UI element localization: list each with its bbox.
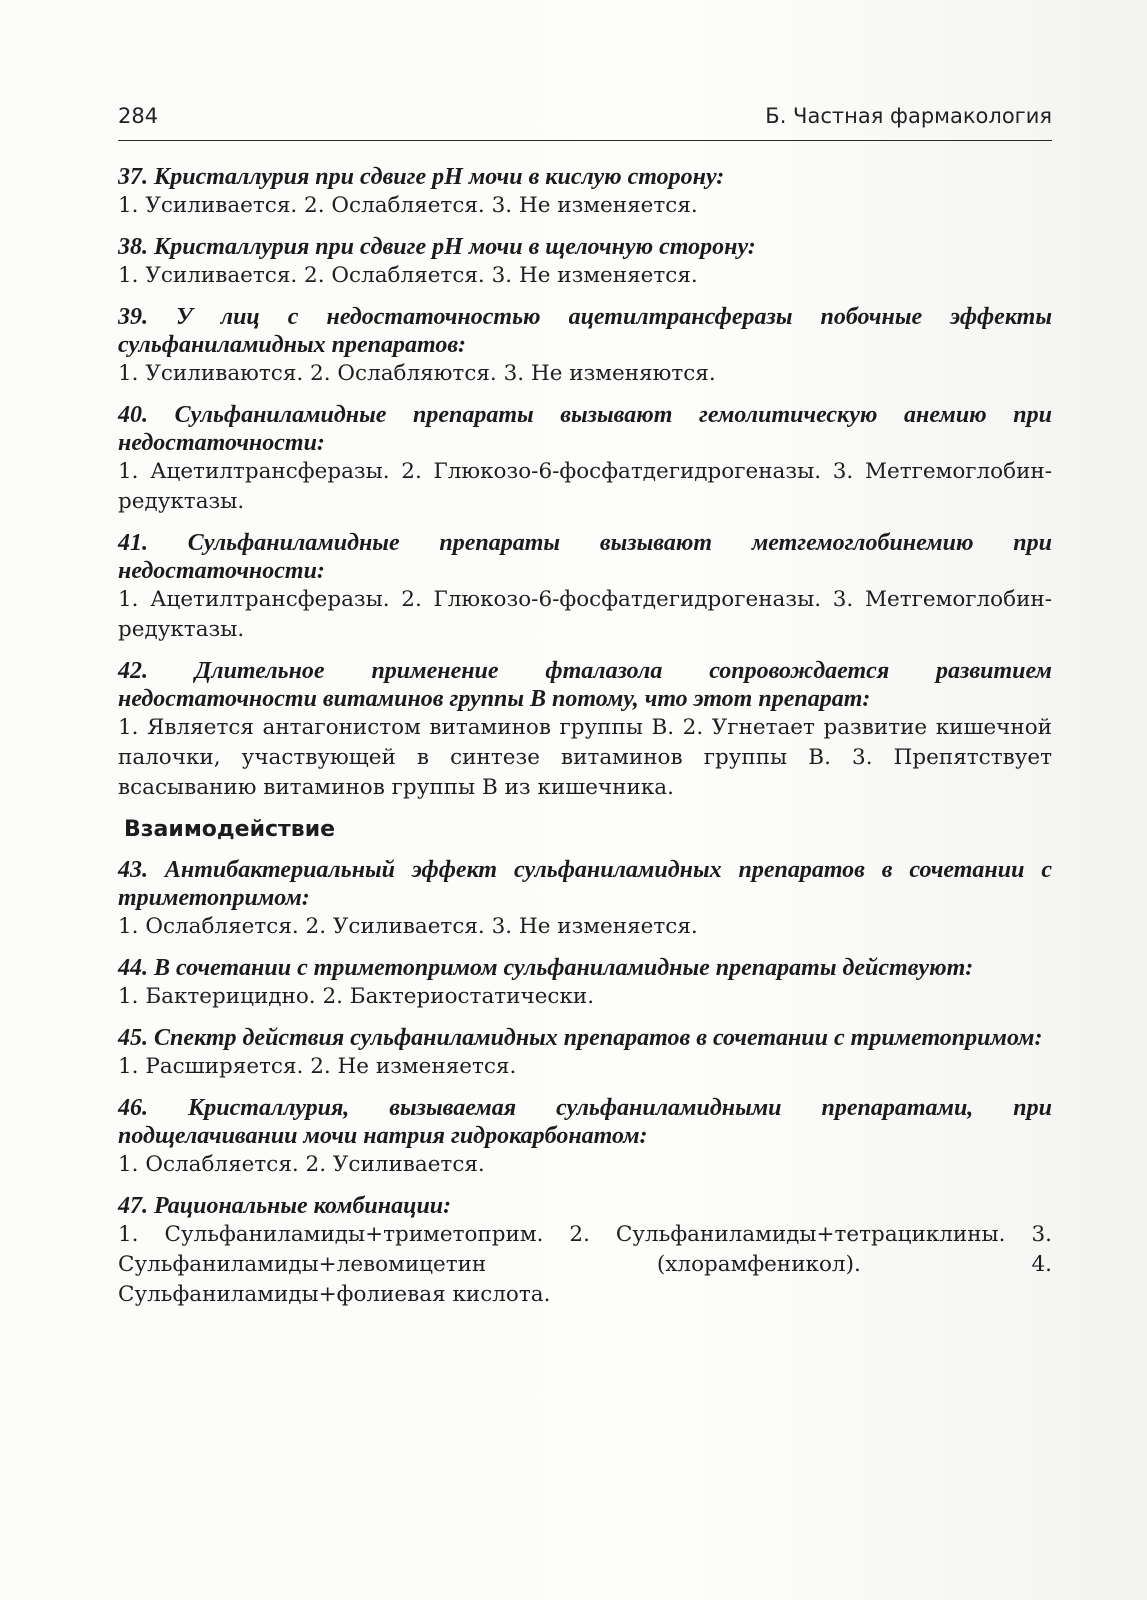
question-text: 40. Сульфаниламидные препараты вызывают гемолитическую анемию при недостаточности: [118, 402, 1052, 456]
question-text: 38. Кристаллурия при сдвиге рН мочи в щелочную сторону: [118, 234, 756, 260]
question-text: 47. Рациональные комбинации: [118, 1193, 452, 1219]
answer-options: 1. Бактерицидно. 2. Бактериостатически. [118, 984, 595, 1009]
question-item-45 [118, 1024, 1052, 1082]
question-text: 42. Длительное применение фталазола сопровождается развитием недостаточности витаминов группы В потому, что этот препарат: [118, 658, 1052, 712]
question-item-40 [118, 401, 1052, 517]
question-item-38 [118, 233, 1052, 291]
question-item-41 [118, 529, 1052, 645]
running-title: Б. Частная фармакология [765, 104, 1052, 128]
answer-options: 1. Усиливаются. 2. Ослабляются. 3. Не изменяются. [118, 361, 716, 386]
answer-options: 1. Ацетилтрансферазы. 2. Глюкозо-6-фосфатдегидрогеназы. 3. Метгемоглобин-редуктазы. [118, 459, 1052, 514]
answer-options: 1. Ослабляется. 2. Усиливается. [118, 1152, 485, 1177]
question-item-42 [118, 657, 1052, 803]
question-text: 43. Антибактериальный эффект сульфаниламидных препаратов в сочетании с триметопримом: [118, 857, 1052, 911]
question-text: 46. Кристаллурия, вызываемая сульфаниламидными препаратами, при подщелачивании мочи натрия гидрокарбонатом: [118, 1095, 1052, 1149]
question-text: 37. Кристаллурия при сдвиге рН мочи в кислую сторону: [118, 164, 725, 190]
question-item-37 [118, 163, 1052, 221]
question-item-39 [118, 303, 1052, 389]
page-header [118, 104, 1052, 141]
question-text: 39. У лиц с недостаточностью ацетилтрансферазы побочные эффекты сульфаниламидных препаратов: [118, 304, 1052, 358]
answer-options: 1. Усиливается. 2. Ослабляется. 3. Не изменяется. [118, 263, 698, 288]
question-text: 45. Спектр действия сульфаниламидных препаратов в сочетании с триметопримом: [118, 1025, 1043, 1051]
answer-options: 1. Сульфаниламиды+триметоприм. 2. Сульфаниламиды+тетрациклины. 3. Сульфаниламиды+левомицетин (хлорамфеникол). 4. Сульфаниламиды+фолиевая кислота. [118, 1222, 1052, 1307]
section-heading: Взаимодействие [124, 817, 336, 842]
question-text: 41. Сульфаниламидные препараты вызывают метгемоглобинемию при недостаточности: [118, 530, 1052, 584]
question-item-43 [118, 856, 1052, 942]
page-number: 284 [118, 104, 159, 128]
answer-options: 1. Расширяется. 2. Не изменяется. [118, 1054, 517, 1079]
question-item-46 [118, 1094, 1052, 1180]
answer-options: 1. Ацетилтрансферазы. 2. Глюкозо-6-фосфатдегидрогеназы. 3. Метгемоглобин-редуктазы. [118, 587, 1052, 642]
answer-options: 1. Ослабляется. 2. Усиливается. 3. Не изменяется. [118, 914, 698, 939]
page-content [118, 163, 1052, 1322]
answer-options: 1. Усиливается. 2. Ослабляется. 3. Не изменяется. [118, 193, 698, 218]
answer-options: 1. Является антагонистом витаминов группы В. 2. Угнетает развитие кишечной палочки, участвующей в синтезе витаминов группы В. 3. Препятствует всасыванию витаминов группы В из кишечника. [118, 715, 1052, 800]
question-item-47 [118, 1192, 1052, 1310]
question-item-44 [118, 954, 1052, 1012]
question-text: 44. В сочетании с триметопримом сульфаниламидные препараты действуют: [118, 955, 974, 981]
